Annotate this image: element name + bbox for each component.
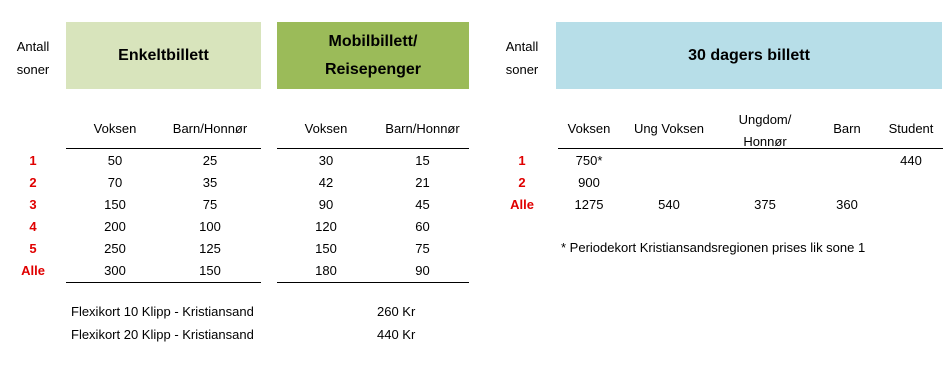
- zone-label: Alle: [510, 197, 534, 212]
- zones-label-line1: Antall: [16, 39, 50, 54]
- mobilbillett-title-line1: Mobilbillett/: [328, 32, 418, 50]
- price-cell: 120: [315, 219, 337, 234]
- left-enkelt-bottom-rule: [66, 282, 261, 283]
- price-cell: 75: [415, 241, 430, 256]
- price-cell: 1275: [574, 197, 604, 212]
- price-cell: 360: [836, 197, 858, 212]
- enkeltbillett-header: [66, 22, 261, 89]
- price-cell: 125: [199, 241, 221, 256]
- zone-label: 2: [29, 175, 37, 190]
- left-enkelt-rule: [66, 148, 261, 149]
- col-header-periode-student: Student: [888, 121, 934, 136]
- col-header-ungdom-line2: Honnør: [743, 134, 787, 149]
- price-cell: 35: [202, 175, 218, 190]
- enkeltbillett-title: Enkeltbillett: [118, 46, 209, 64]
- zones-label-line2: soner: [16, 62, 50, 77]
- periode-footnote: * Periodekort Kristiansandsregionen prises lik sone 1: [561, 240, 866, 255]
- price-cell: 300: [104, 263, 126, 278]
- price-cell: 21: [415, 175, 430, 190]
- flexi-10-label: Flexikort 10 Klipp - Kristiansand: [71, 304, 254, 319]
- mobilbillett-header: [277, 22, 469, 89]
- price-cell: 15: [415, 153, 430, 168]
- price-cell: 180: [315, 263, 337, 278]
- price-cell: 75: [202, 197, 218, 212]
- col-header-periode-voksen: Voksen: [567, 121, 611, 136]
- price-cell: 540: [658, 197, 680, 212]
- col-header-enkelt-voksen: Voksen: [93, 121, 137, 136]
- price-cell: 50: [107, 153, 123, 168]
- price-cell: 45: [415, 197, 430, 212]
- col-header-periode-ung-voksen: Ung Voksen: [633, 121, 705, 136]
- price-cell: 100: [199, 219, 221, 234]
- col-header-mobil-voksen: Voksen: [304, 121, 348, 136]
- price-cell: 90: [415, 263, 430, 278]
- col-header-mobil-barn: Barn/Honnør: [385, 121, 460, 136]
- col-header-periode-ungdom: [725, 109, 805, 153]
- price-cell: 25: [202, 153, 218, 168]
- zone-label: 3: [29, 197, 37, 212]
- price-cell: 90: [318, 197, 334, 212]
- zone-label: Alle: [21, 263, 45, 278]
- col-header-enkelt-barn: Barn/Honnør: [172, 121, 248, 136]
- price-cell: 440: [900, 153, 922, 168]
- zones-label-left: [8, 35, 58, 81]
- price-cell: 150: [199, 263, 221, 278]
- zones-label-right: [497, 35, 547, 81]
- price-cell: 250: [104, 241, 126, 256]
- price-cell: 42: [318, 175, 334, 190]
- price-cell: 900: [578, 175, 600, 190]
- zone-label: 1: [518, 153, 526, 168]
- flexi-20-label: Flexikort 20 Klipp - Kristiansand: [71, 327, 254, 342]
- price-cell: 60: [415, 219, 430, 234]
- price-cell: 150: [315, 241, 337, 256]
- periode-header: [556, 22, 942, 89]
- zone-label: 1: [29, 153, 37, 168]
- zone-label: 5: [29, 241, 37, 256]
- right-rule: [558, 148, 943, 149]
- price-cell: 150: [104, 197, 126, 212]
- zones-label-line1: Antall: [505, 39, 539, 54]
- flexi-20-price: 440 Kr: [377, 327, 416, 342]
- mobilbillett-title-line2: Reisepenger: [324, 60, 422, 78]
- zone-label: 4: [29, 219, 37, 234]
- left-mobil-rule: [277, 148, 469, 149]
- price-cell: 30: [318, 153, 334, 168]
- flexi-10-price: 260 Kr: [377, 304, 416, 319]
- col-header-periode-barn: Barn: [833, 121, 861, 136]
- left-mobil-bottom-rule: [277, 282, 469, 283]
- price-cell: 70: [107, 175, 123, 190]
- col-header-ungdom-line1: Ungdom/: [738, 112, 792, 127]
- price-cell: 750*: [575, 153, 603, 168]
- zone-label: 2: [518, 175, 526, 190]
- price-cell: 200: [104, 219, 126, 234]
- price-cell: 375: [754, 197, 776, 212]
- zones-label-line2: soner: [505, 62, 539, 77]
- periode-title: 30 dagers billett: [688, 46, 810, 64]
